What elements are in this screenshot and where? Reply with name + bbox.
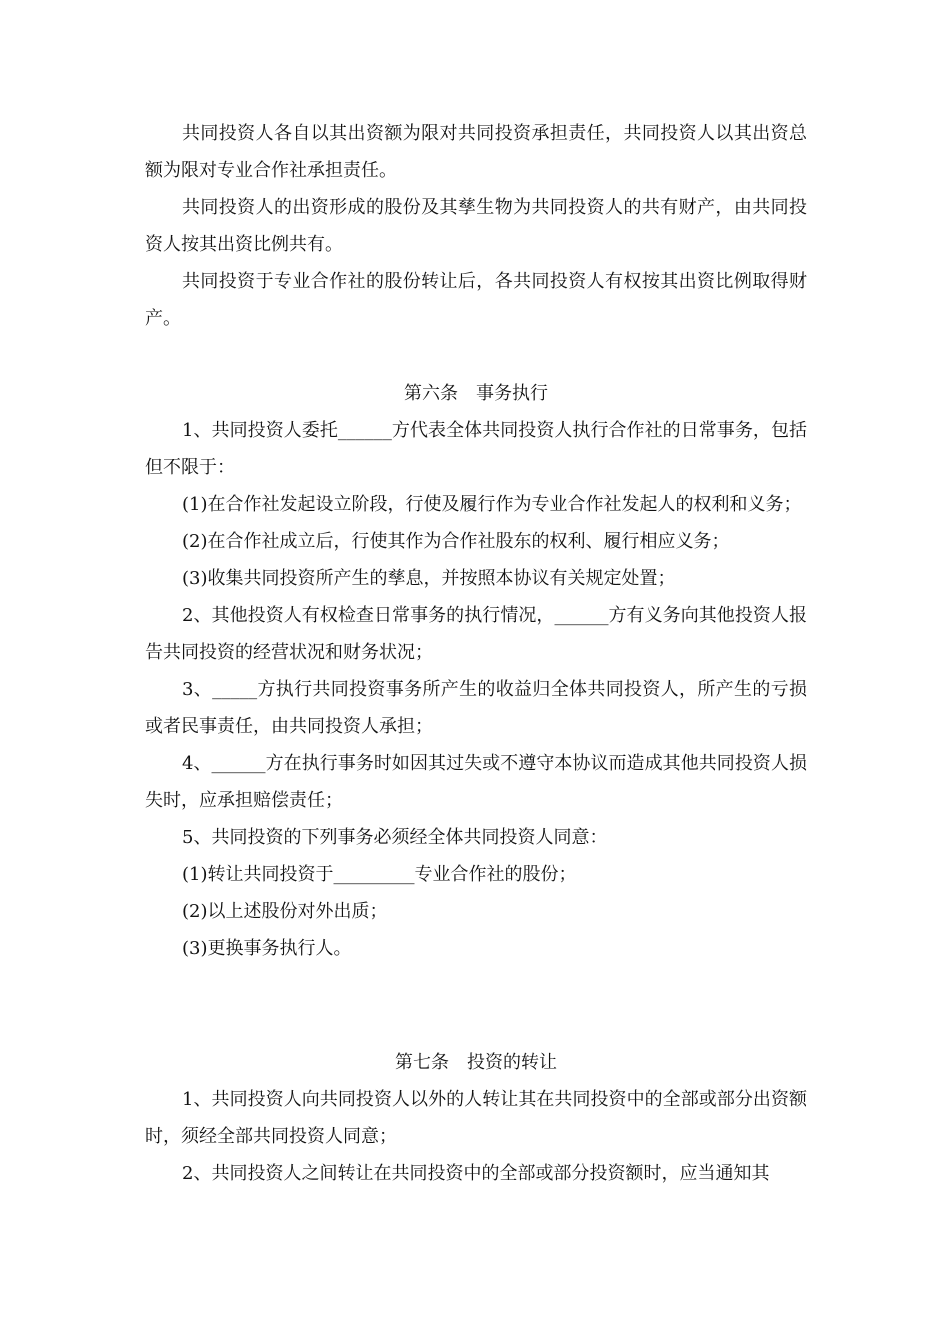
paragraph: (1)转让共同投资于_________专业合作社的股份； <box>182 864 577 885</box>
paragraph: (1)在合作社发起设立阶段，行使及履行作为专业合作社发起人的权利和义务； <box>182 494 802 515</box>
paragraph: (3)更换事务执行人。 <box>182 938 352 959</box>
paragraph: 2、其他投资人有权检查日常事务的执行情况，______方有义务向其他投资人报告共同投资的经营状况和财务状况； <box>145 605 807 663</box>
paragraph: 2、共同投资人之间转让在共同投资中的全部或部分投资额时，应当通知其 <box>182 1163 770 1184</box>
paragraph: 共同投资人的出资形成的股份及其孳生物为共同投资人的共有财产，由共同投资人按其出资比例共有。 <box>145 197 807 255</box>
section-6 <box>145 375 807 967</box>
paragraph: (3)收集共同投资所产生的孳息，并按照本协议有关规定处置； <box>182 568 676 589</box>
paragraph: 3、_____方执行共同投资事务所产生的收益归全体共同投资人，所产生的亏损或者民事责任，由共同投资人承担； <box>145 679 807 737</box>
section-heading: 第六条 事务执行 <box>404 383 548 404</box>
paragraph: 共同投资人各自以其出资额为限对共同投资承担责任，共同投资人以其出资总额为限对专业合作社承担责任。 <box>145 123 807 181</box>
paragraph: 共同投资于专业合作社的股份转让后，各共同投资人有权按其出资比例取得财产。 <box>145 271 807 329</box>
paragraph: 5、共同投资的下列事务必须经全体共同投资人同意： <box>182 827 608 848</box>
section-5-continuation <box>145 115 807 337</box>
section-7 <box>145 1044 807 1192</box>
paragraph: 1、共同投资人向共同投资人以外的人转让其在共同投资中的全部或部分出资额时，须经全部共同投资人同意； <box>145 1089 807 1147</box>
paragraph: 4、______方在执行事务时如因其过失或不遵守本协议而造成其他共同投资人损失时，应承担赔偿责任； <box>145 753 807 811</box>
paragraph: (2)以上述股份对外出质； <box>182 901 388 922</box>
section-heading: 第七条 投资的转让 <box>395 1052 557 1073</box>
paragraph: 1、共同投资人委托______方代表全体共同投资人执行合作社的日常事务，包括但不限于： <box>145 420 807 478</box>
paragraph: (2)在合作社成立后，行使其作为合作社股东的权利、履行相应义务； <box>182 531 730 552</box>
